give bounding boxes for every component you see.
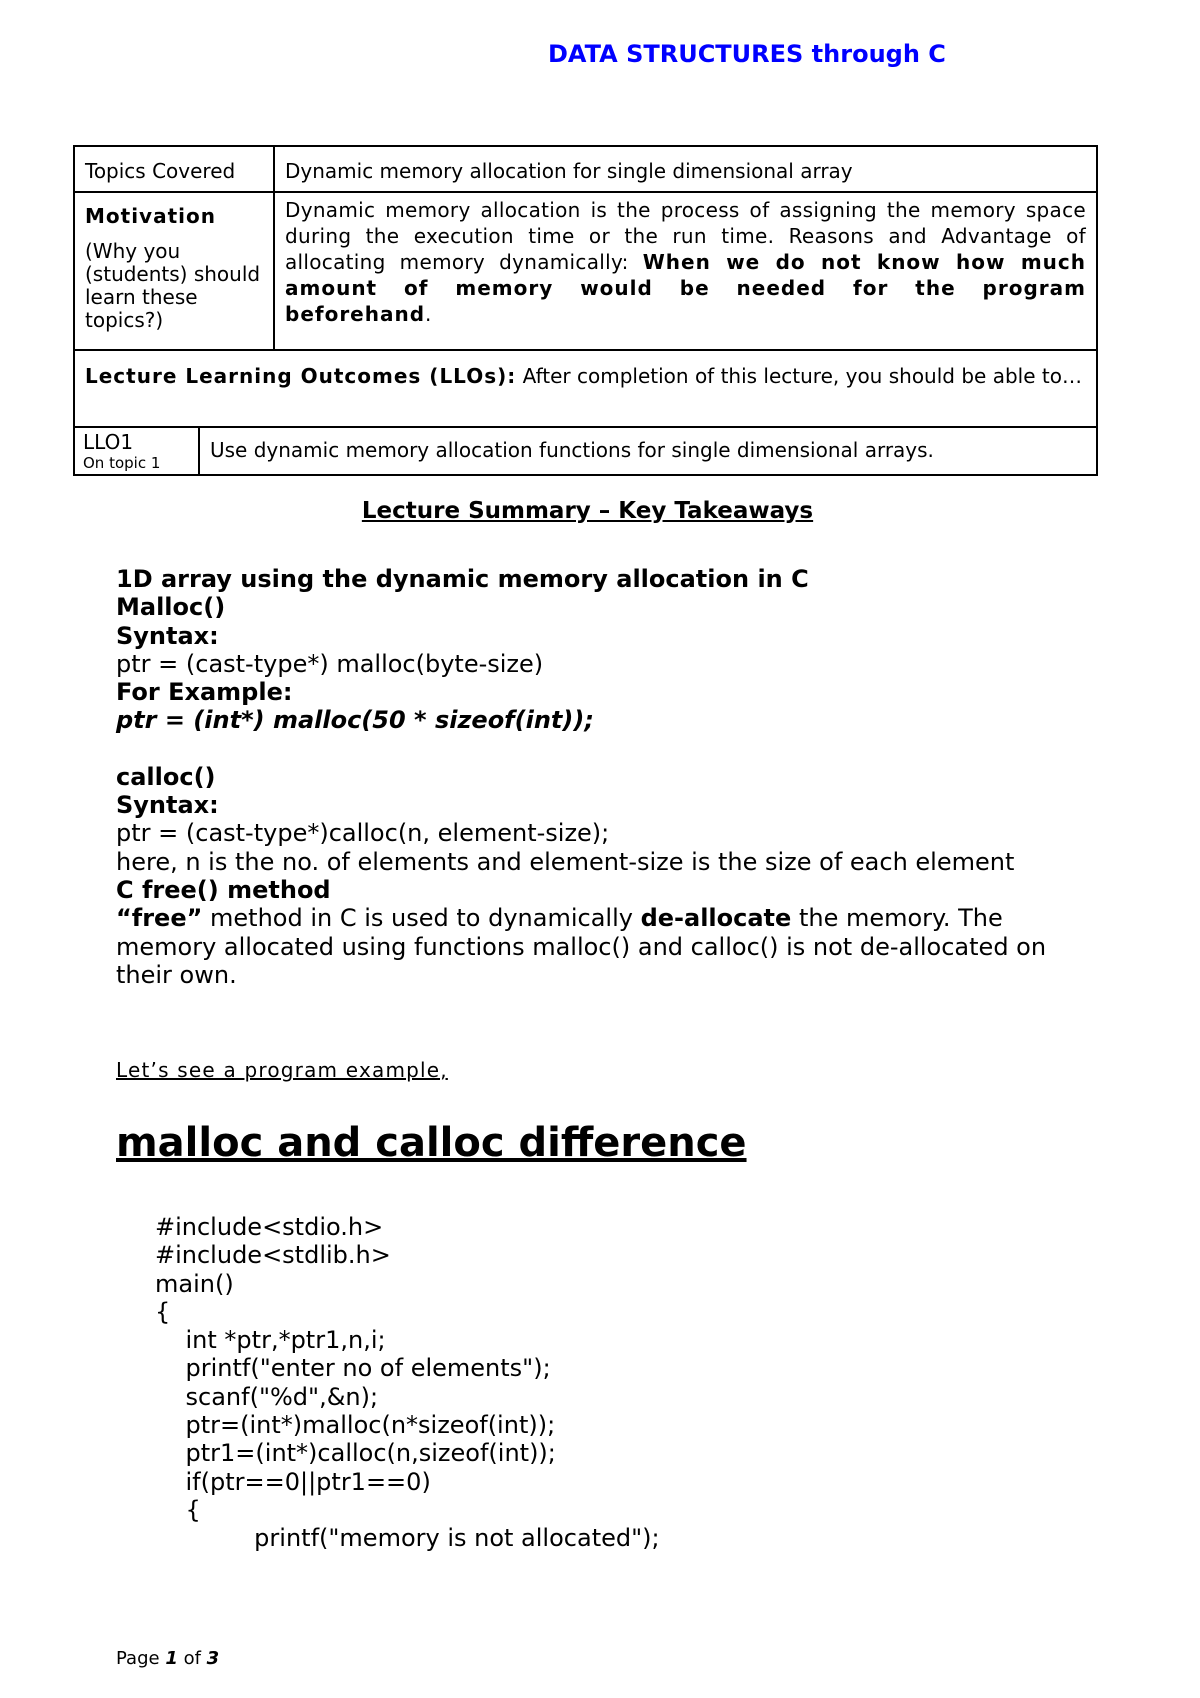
section-heading: malloc and calloc difference — [116, 1120, 747, 1166]
learning-outcomes-heading: Lecture Learning Outcomes (LLOs): — [85, 364, 517, 388]
summary-line-3: Syntax: — [116, 621, 219, 650]
summary-line-6: ptr = (int*) malloc(50 * sizeof(int)); — [116, 706, 594, 735]
motivation-end: . — [425, 302, 432, 326]
code-line: #include<stdio.h> — [155, 1213, 384, 1241]
motivation-label-cell — [74, 192, 274, 350]
document-title: DATA STRUCTURES through C — [548, 40, 946, 68]
summary-content — [116, 565, 1096, 989]
motivation-text: Dynamic memory allocation is the process of assigning the memory space during the execution time or the run time. Reasons and Advantage of allocating memory dynamically: — [285, 198, 1086, 274]
llo-topic: On topic 1 — [83, 454, 161, 472]
summary-line-7: calloc() — [116, 762, 216, 791]
summary-line-10: here, n is the no. of elements and element-size is the size of each element — [116, 847, 1015, 876]
llo-inner-table — [75, 428, 1096, 474]
example-link[interactable]: Let’s see a program example, — [116, 1058, 448, 1082]
llo-id: LLO1 — [83, 430, 134, 454]
learning-outcomes-cell — [74, 350, 1097, 427]
code-line: int *ptr,*ptr1,n,i; — [155, 1326, 386, 1355]
free-end: the memory. The memory allocated using functions malloc() and calloc() is not de-allocated on their own. — [116, 904, 1047, 989]
llo-cell — [74, 427, 1097, 475]
topics-value: Dynamic memory allocation for single dimensional array — [274, 146, 1097, 192]
code-line: main() — [155, 1269, 234, 1298]
code-line: printf("memory is not allocated"); — [155, 1524, 660, 1553]
motivation-label: Motivation — [85, 204, 216, 228]
summary-line-11: C free() method — [116, 875, 331, 904]
topics-label: Topics Covered — [74, 146, 274, 192]
code-line: #include<stdlib.h> — [155, 1241, 391, 1270]
code-line: printf("enter no of elements"); — [155, 1354, 551, 1383]
footer-page-word: Page — [116, 1648, 166, 1669]
code-block — [155, 1213, 660, 1553]
summary-line-1: 1D array using the dynamic memory allocation in C — [116, 565, 809, 593]
code-line: { — [155, 1297, 171, 1326]
footer-of-word: of — [177, 1648, 207, 1669]
free-bold-2: de-allocate — [640, 904, 792, 933]
summary-line-2: Malloc() — [116, 593, 226, 622]
lecture-info-table — [73, 145, 1098, 476]
llo-row — [74, 427, 1097, 475]
summary-heading: Lecture Summary – Key Takeaways — [361, 498, 814, 524]
motivation-sublabel: (Why you (students) should learn these topics?) — [85, 239, 261, 332]
llo-id-cell — [75, 428, 199, 474]
summary-line-5: For Example: — [116, 678, 293, 707]
spacer — [116, 735, 1096, 763]
code-line: if(ptr==0||ptr1==0) — [155, 1467, 431, 1496]
code-line: scanf("%d",&n); — [155, 1382, 379, 1411]
free-mid: method in C is used to dynamically — [202, 904, 641, 933]
code-line: { — [155, 1495, 201, 1524]
free-paragraph — [116, 904, 1096, 989]
code-line: ptr1=(int*)calloc(n,sizeof(int)); — [155, 1439, 556, 1468]
topics-row — [74, 146, 1097, 192]
motivation-bold-text: When we do not know how much amount of memory would be needed for the program beforehand — [285, 250, 1086, 326]
footer-page-number: 1 — [165, 1648, 178, 1669]
footer-page-total: 3 — [206, 1648, 220, 1669]
summary-line-8: Syntax: — [116, 791, 219, 820]
learning-outcomes-text: After completion of this lecture, you should be able to… — [516, 364, 1082, 388]
code-line: ptr=(int*)malloc(n*sizeof(int)); — [155, 1411, 556, 1440]
motivation-text-cell — [274, 192, 1097, 350]
learning-outcomes-row — [74, 350, 1097, 427]
summary-line-9: ptr = (cast-type*)calloc(n, element-size); — [116, 819, 610, 848]
page-footer — [116, 1648, 219, 1669]
llo-text: Use dynamic memory allocation functions for single dimensional arrays. — [210, 438, 934, 462]
summary-line-4: ptr = (cast-type*) malloc(byte-size) — [116, 649, 544, 678]
free-bold: “free” — [116, 904, 203, 933]
motivation-row — [74, 192, 1097, 350]
